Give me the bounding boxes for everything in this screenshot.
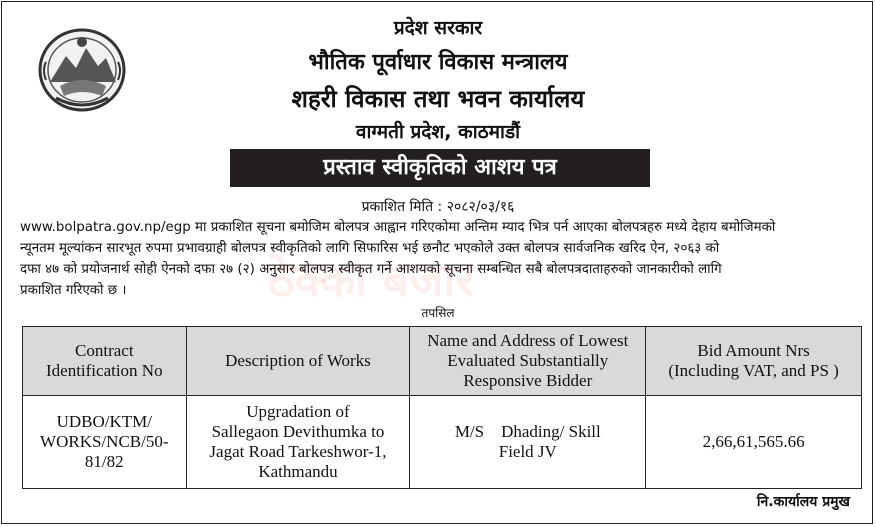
body-line: www.bolpatra.gov.np/egp मा प्रकाशित सूचना बमोजिम बोलपत्र आह्वान गरिएकोमा अन्तिम म्याद भित्र पर्न आएका बोलपत्रहरु मध्ये देहाय बमोजिमको xyxy=(20,220,776,235)
cell-contract-id: UDBO/KTM/ WORKS/NCB/50- 81/82 xyxy=(23,396,187,489)
watermark: ठेक्का बजार xyxy=(268,253,475,307)
cell-bidder: M/S Dhading/ Skill Field JV xyxy=(410,396,646,489)
table-header-row xyxy=(23,327,862,396)
body-line: दफा ४७ को प्रयोजनार्थ सोही ऐनको दफा २७ (२) अनुसार बोलपत्र स्वीकृत गर्ने आशयको सूचना सम्बन्धित सबै बोलपत्रदाताहरुको जानकारीको लागि xyxy=(20,262,722,277)
header-line-office: शहरी विकास तथा भवन कार्यालय xyxy=(291,85,585,113)
notice-title-banner: प्रस्ताव स्वीकृतिको आशय पत्र xyxy=(230,149,650,187)
annex-label: तपसिल xyxy=(421,306,455,320)
header-line-location: वाग्मती प्रदेश, काठमाडौं xyxy=(355,121,521,143)
header-contract-id: Contract Identification No xyxy=(23,327,187,396)
header-bidder: Name and Address of Lowest Evaluated Substantially Responsive Bidder xyxy=(410,327,646,396)
header-description: Description of Works xyxy=(186,327,410,396)
header-line-ministry: भौतिक पूर्वाधार विकास मन्त्रालय xyxy=(308,50,568,75)
table-row xyxy=(23,396,862,489)
body-line: न्यूनतम मूल्यांकन सारभूत रुपमा प्रभावग्राही बोलपत्र स्वीकृतिको लागि सिफारिस भई छनौट भएकोले उक्त बोलपत्र सार्वजनिक खरिद ऐन, २०६३ को xyxy=(20,241,720,256)
signatory: नि.कार्यालय प्रमुख xyxy=(756,494,850,510)
body-line: प्रकाशित गरिएको छ । xyxy=(20,283,127,298)
cell-bid-amount: 2,66,61,565.66 xyxy=(646,396,862,489)
bid-table xyxy=(22,326,862,489)
cell-description: Upgradation of Sallegaon Devithumka to Jagat Road Tarkeshwor-1, Kathmandu xyxy=(186,396,410,489)
header-line-province-government: प्रदेश सरकार xyxy=(393,17,483,39)
header-bid-amount: Bid Amount Nrs (Including VAT, and PS ) xyxy=(646,327,862,396)
publish-date: प्रकाशित मिति : २०८२/०३/१६ xyxy=(361,199,515,215)
notice-body xyxy=(20,217,862,301)
